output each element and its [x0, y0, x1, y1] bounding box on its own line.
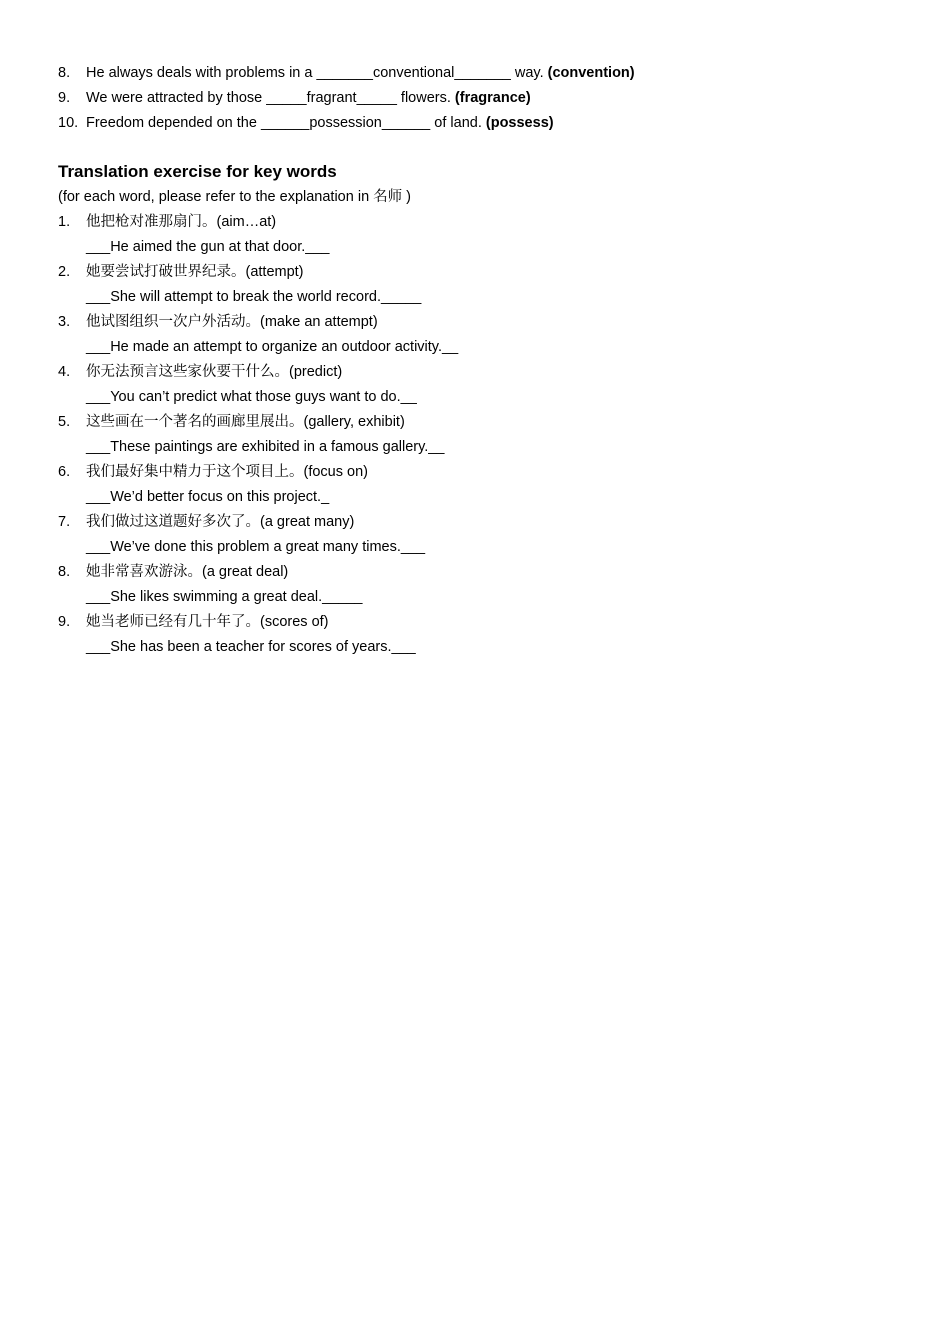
item-number: 5.: [58, 414, 71, 430]
translation-item: [58, 560, 898, 610]
question-line: [58, 510, 898, 535]
question-line: [58, 460, 898, 485]
question-line: [58, 310, 898, 335]
answer-line: ___We’d better focus on this project._: [86, 489, 330, 505]
chinese-sentence: 他把枪对准那扇门。: [86, 214, 217, 230]
sentence-text: of land.: [430, 115, 486, 131]
word-hint: (scores of): [260, 614, 329, 630]
word-hint: (possess): [485, 115, 554, 131]
answer-line: ___You can’t predict what those guys want to do.__: [86, 389, 417, 405]
translation-item: [58, 260, 898, 310]
chinese-sentence: 她当老师已经有几十年了。: [86, 614, 260, 630]
translation-item: [58, 460, 898, 510]
answer-line: ___She likes swimming a great deal._____: [86, 589, 363, 605]
word-hint: (a great many): [260, 514, 355, 530]
answer-line: ___These paintings are exhibited in a famous gallery.__: [86, 439, 445, 455]
word-hint: (fragrance): [454, 90, 531, 106]
sentence-text: way.: [510, 65, 548, 81]
answer-text: ______possession______: [260, 115, 431, 131]
translation-item: [58, 210, 898, 260]
word-hint: (gallery, exhibit): [303, 414, 405, 430]
item-number: 10.: [58, 115, 79, 131]
translation-list: [58, 210, 898, 660]
chinese-sentence: 他试图组织一次户外活动。: [86, 314, 260, 330]
item-number: 3.: [58, 314, 71, 330]
word-hint: (a great deal): [202, 564, 289, 580]
sentence-text: flowers.: [396, 90, 455, 106]
fill-in-item: [58, 61, 898, 86]
question-line: [58, 210, 898, 235]
note-chinese: 名师: [373, 189, 403, 205]
document-content: [58, 61, 898, 660]
question-line: [58, 560, 898, 585]
word-hint: (predict): [289, 364, 343, 380]
answer-line: ___She has been a teacher for scores of years.___: [86, 639, 416, 655]
chinese-sentence: 这些画在一个著名的画廊里展出。: [86, 414, 304, 430]
chinese-sentence: 我们做过这道题好多次了。: [86, 514, 260, 530]
fill-in-list: [58, 61, 898, 136]
note-text-end: ): [402, 189, 412, 205]
fill-in-item: [58, 111, 898, 136]
word-hint: (focus on): [303, 464, 368, 480]
translation-item: [58, 360, 898, 410]
answer-line: ___She will attempt to break the world record._____: [86, 289, 422, 305]
item-number: 1.: [58, 214, 71, 230]
question-line: [58, 610, 898, 635]
item-number: 6.: [58, 464, 71, 480]
sentence-text: Freedom depended on the: [86, 115, 261, 131]
section-heading: Translation exercise for key words: [58, 162, 337, 181]
fill-in-item: [58, 86, 898, 111]
chinese-sentence: 她非常喜欢游泳。: [86, 564, 202, 580]
translation-item: [58, 310, 898, 360]
question-line: [58, 410, 898, 435]
chinese-sentence: 你无法预言这些家伙要干什么。: [86, 364, 289, 380]
item-number: 2.: [58, 264, 71, 280]
translation-item: [58, 410, 898, 460]
item-number: 9.: [58, 90, 71, 106]
note-text: (for each word, please refer to the explanation in: [58, 189, 374, 205]
question-line: [58, 360, 898, 385]
chinese-sentence: 她要尝试打破世界纪录。: [86, 264, 246, 280]
chinese-sentence: 我们最好集中精力于这个项目上。: [86, 464, 304, 480]
item-number: 8.: [58, 65, 71, 81]
item-number: 8.: [58, 564, 71, 580]
answer-line: ___He aimed the gun at that door.___: [86, 239, 330, 255]
sentence-text: He always deals with problems in a: [86, 65, 317, 81]
item-number: 7.: [58, 514, 71, 530]
answer-line: ___He made an attempt to organize an outdoor activity.__: [86, 339, 459, 355]
word-hint: (aim…at): [216, 214, 277, 230]
word-hint: (attempt): [245, 264, 304, 280]
item-number: 4.: [58, 364, 71, 380]
answer-line: ___We’ve done this problem a great many times.___: [86, 539, 426, 555]
section-note: [58, 185, 898, 210]
translation-item: [58, 610, 898, 660]
question-line: [58, 260, 898, 285]
word-hint: (convention): [547, 65, 635, 81]
sentence-text: We were attracted by those: [86, 90, 267, 106]
word-hint: (make an attempt): [260, 314, 378, 330]
answer-text: _____fragrant_____: [266, 90, 397, 106]
translation-item: [58, 510, 898, 560]
answer-text: _______conventional_______: [316, 65, 511, 81]
item-number: 9.: [58, 614, 71, 630]
